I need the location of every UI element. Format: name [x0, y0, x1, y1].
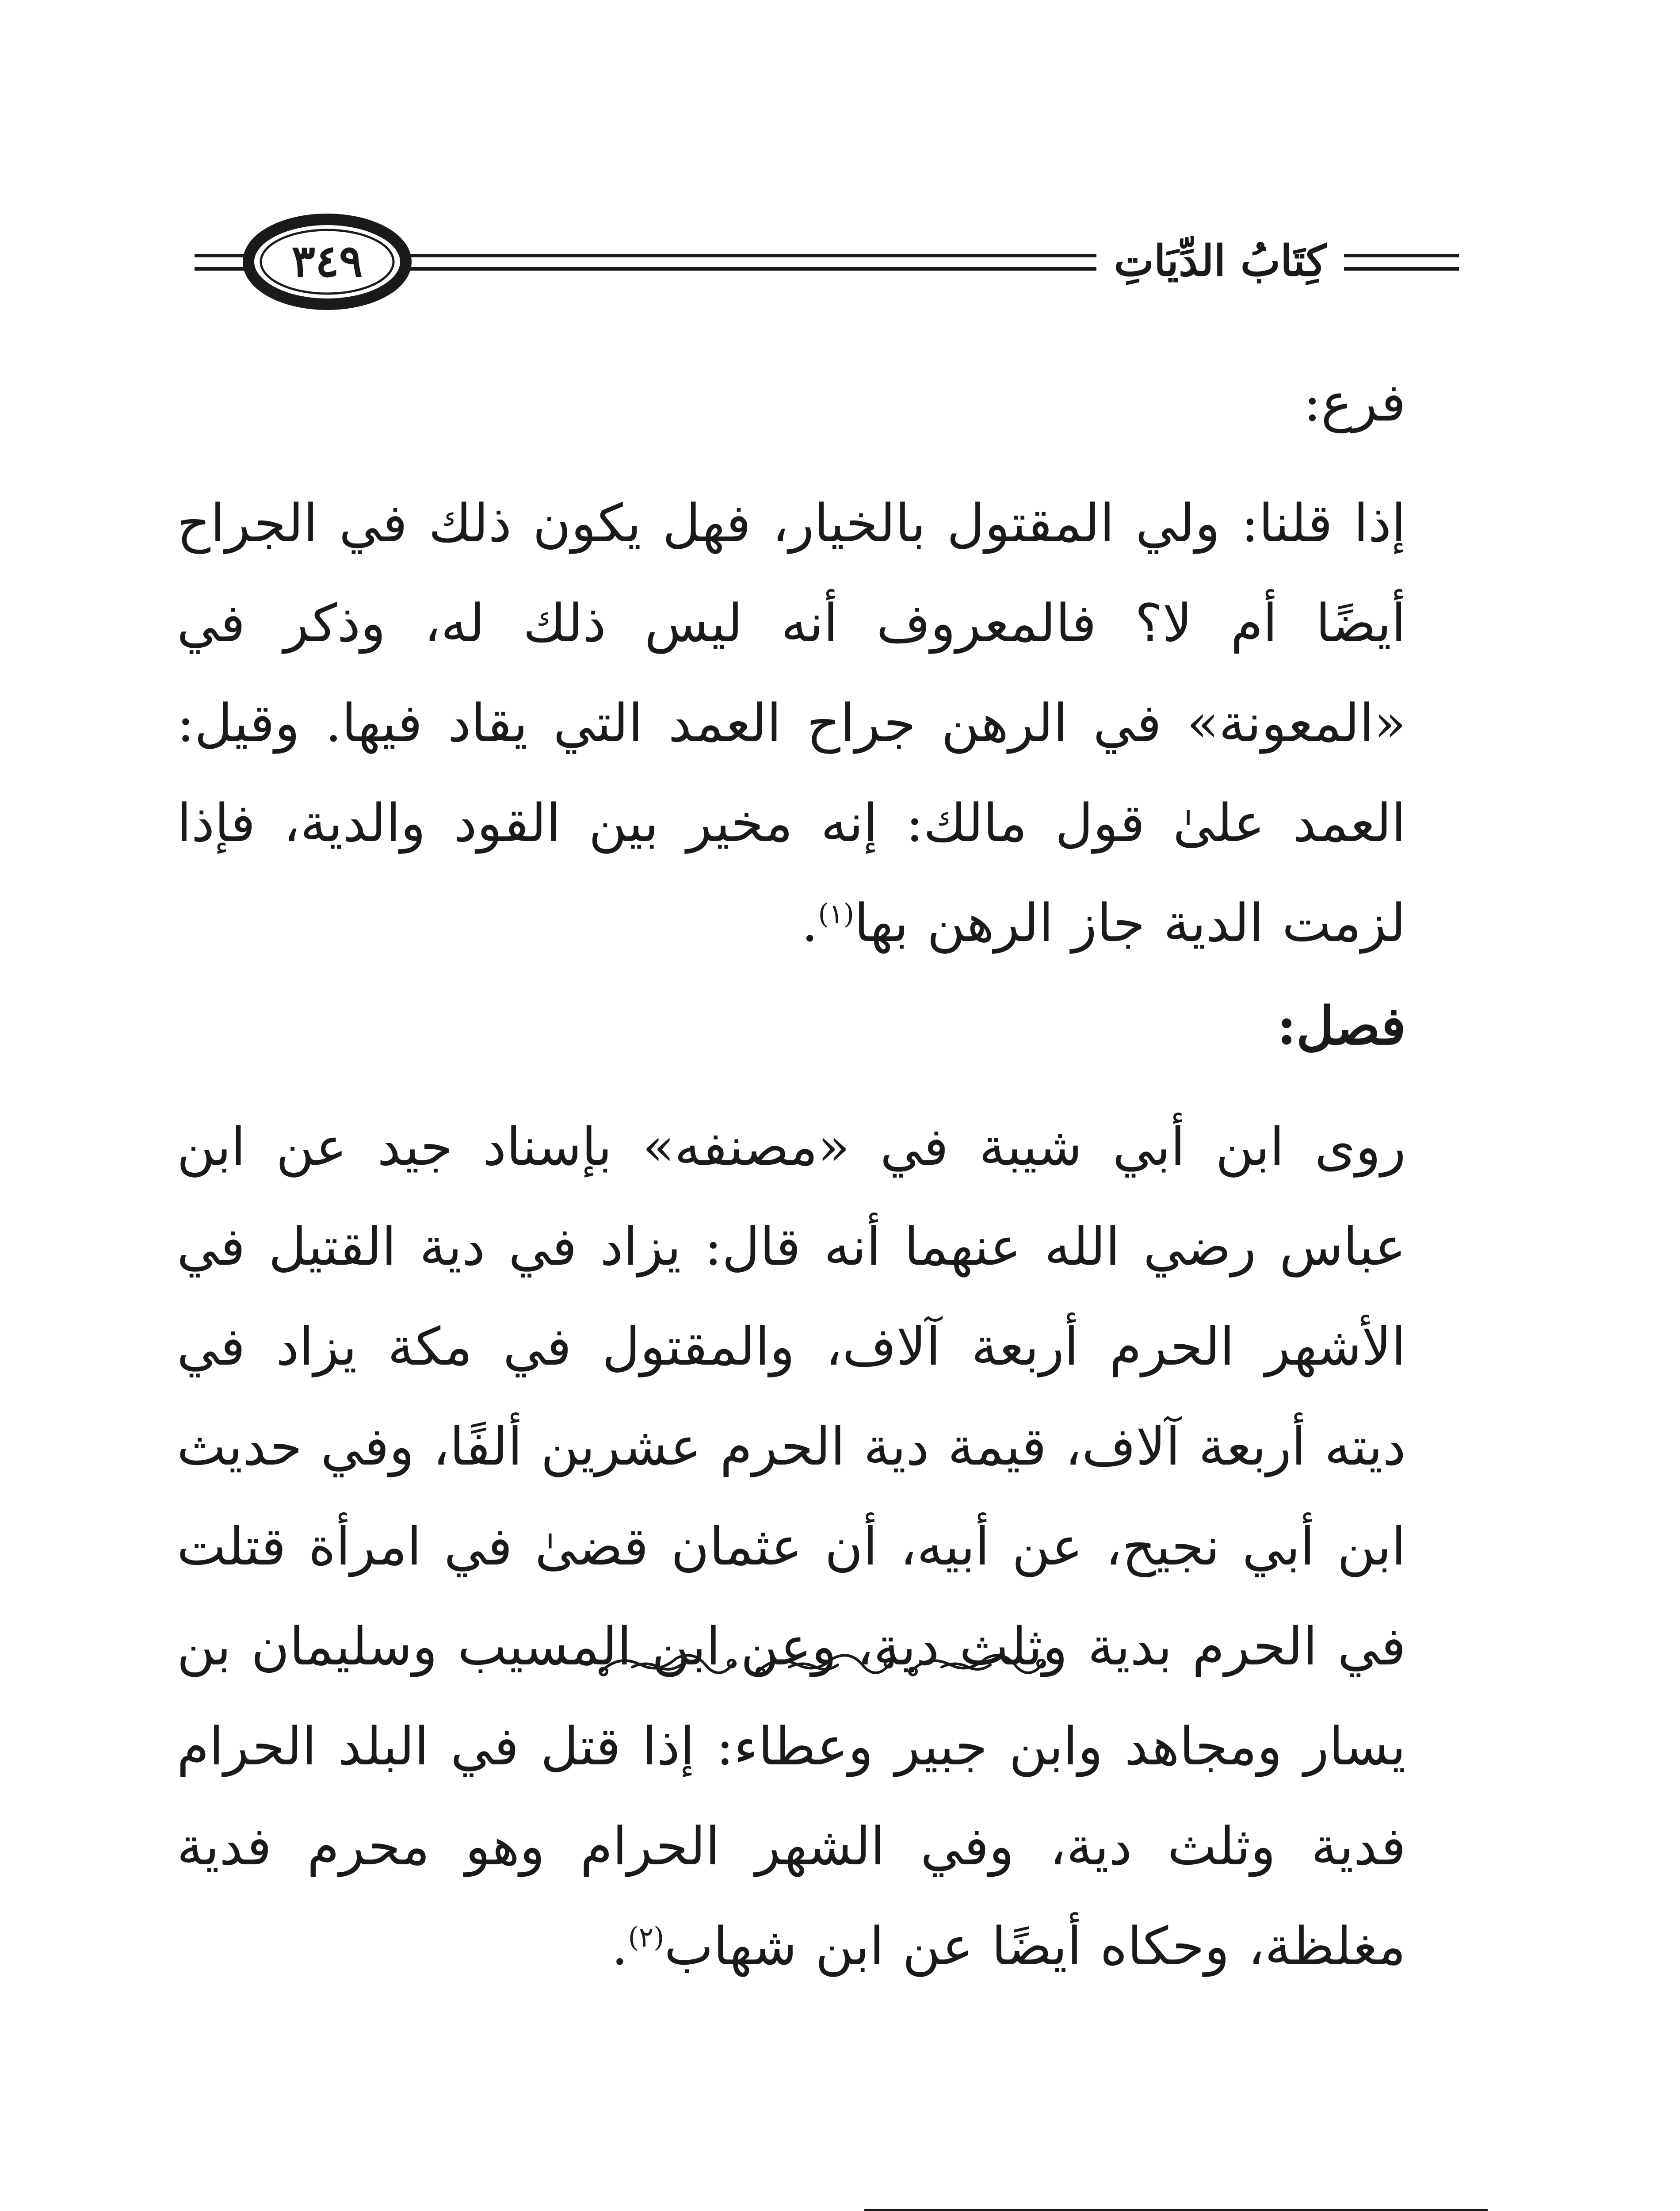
- paragraph-section-text: روى ابن أبي شيبة في «مصنفه» بإسناد جيد عن ابن عباس رضي الله عنهما أنه قال: يزاد في دية القتيل في الأشهر الحرم أربعة آلاف، والمقتول في مكة يزاد في ديته أربعة آلاف، قيمة دية الحرم عشرين ألفًا، وفي حديث ابن أبي نجيح، عن أبيه، أن عثمان قضىٰ في امرأة قتلت في الحرم بدية وثلث دية، وعن ابن المسيب وسليمان بن يسار ومجاهد وابن جبير وعطاء: إذا قتل في البلد الحرام فدية وثلث دية، وفي الشهر الحرام وهو محرم فدية مغلظة، وحكاه أيضًا عن ابن شهاب: [177, 1116, 1406, 1977]
- paragraph-section-end: .: [611, 1916, 628, 1977]
- branch-heading: فرع:: [1303, 372, 1406, 433]
- footnote-ref-2[interactable]: (٢): [628, 1921, 664, 1953]
- section-end-ornament-icon: [592, 1645, 1052, 1685]
- running-header: [195, 212, 1459, 318]
- paragraph-branch-text: إذا قلنا: ولي المقتول بالخيار، فهل يكون ذلك في الجراح أيضًا أم لا؟ فالمعروف أنه ليس ذلك له، وذكر في «المعونة» في الرهن جراح العمد التي يقاد فيها. وقيل: العمد علىٰ قول مالك: إنه مخير بين القود والدية، فإذا لزمت الدية جاز الرهن بها: [177, 493, 1406, 953]
- page-number: ٣٤٩: [291, 235, 363, 287]
- chapter-title: كِتَابُ الدِّيَاتِ: [1096, 240, 1344, 282]
- paragraph-branch-end: .: [801, 892, 818, 953]
- paragraph-branch: [177, 473, 1406, 973]
- main-text: [177, 354, 1406, 1996]
- footnote-separator: [864, 2209, 1488, 2211]
- section-heading: فصل:: [1277, 995, 1406, 1056]
- paragraph-section: [177, 1097, 1406, 1996]
- footnote-ref-1[interactable]: (١): [818, 898, 855, 930]
